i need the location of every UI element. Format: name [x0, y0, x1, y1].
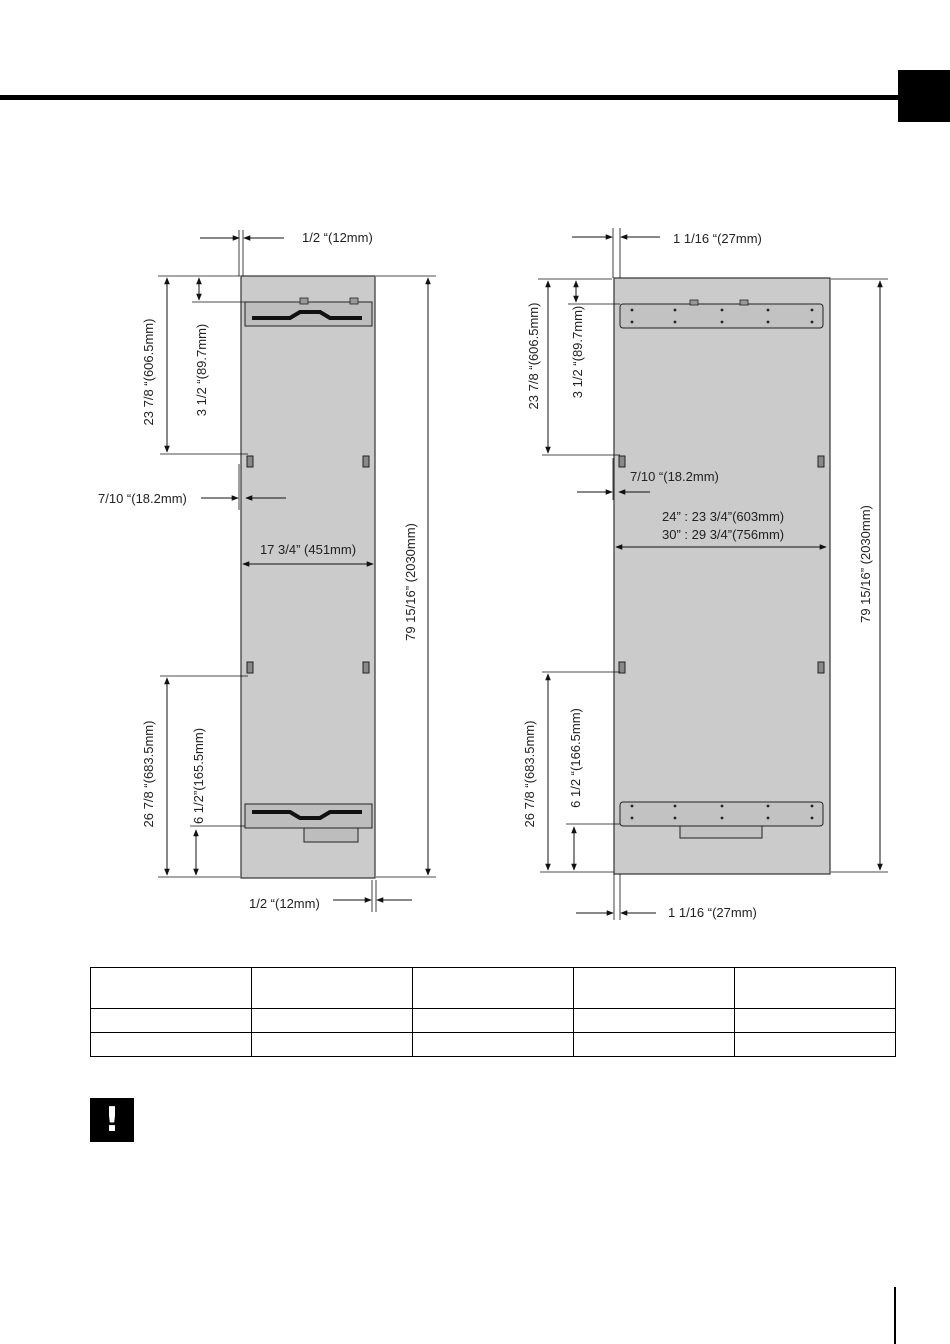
table-cell [252, 1033, 413, 1057]
left-hole [363, 456, 369, 467]
table-cell [574, 1009, 735, 1033]
table-cell [735, 1009, 896, 1033]
right-panel-figure [522, 228, 888, 920]
table-cell [735, 968, 896, 1009]
right-top-gap-label: 1 1/16 “(27mm) [673, 231, 762, 246]
table-cell [91, 1009, 252, 1033]
right-bottom-height-label: 26 7/8 “(683.5mm) [522, 720, 537, 828]
left-width-label: 17 3/4” (451mm) [259, 542, 357, 557]
left-top-gap-label: 1/2 “(12mm) [302, 230, 373, 245]
left-bottom-height-label: 26 7/8 “(683.5mm) [141, 720, 156, 828]
table-row [91, 1009, 896, 1033]
right-top-height-label: 23 7/8 “(606.5mm) [526, 302, 541, 410]
left-side-offset-label: 7/10 “(18.2mm) [98, 491, 187, 506]
right-panel [614, 278, 830, 874]
left-total-height-label: 79 15/16” (2030mm) [403, 523, 418, 641]
table-cell [574, 968, 735, 1009]
left-hole [247, 456, 253, 467]
right-width-30-label: 30” : 29 3/4”(756mm) [662, 527, 785, 542]
table-cell [252, 1009, 413, 1033]
table-cell [413, 1009, 574, 1033]
page-number-rule [894, 1287, 896, 1344]
table-cell [735, 1033, 896, 1057]
table-header-row [91, 968, 896, 1009]
right-hole [818, 662, 824, 673]
table-cell [91, 1033, 252, 1057]
right-top-bracket-label: 3 1/2 “(89.7mm) [570, 305, 585, 399]
right-bottom-bracket-label: 6 1/2 “(166.5mm) [568, 708, 583, 808]
left-top-bracket-label: 3 1/2 “(89.7mm) [194, 323, 209, 417]
right-hole [619, 456, 625, 467]
table-cell [252, 968, 413, 1009]
left-top-height-label: 23 7/8 “(606.5mm) [141, 318, 156, 426]
spec-table [90, 967, 896, 1057]
left-top-bracket [245, 298, 372, 326]
left-bottom-bracket-label: 6 1/2”(165.5mm) [191, 727, 206, 825]
exclamation-icon: ! [90, 1098, 134, 1142]
right-bottom-gap-label: 1 1/16 “(27mm) [668, 905, 757, 920]
right-side-offset-label: 7/10 “(18.2mm) [630, 469, 719, 484]
left-hole [363, 662, 369, 673]
left-panel-figure [98, 230, 436, 912]
table-cell [413, 1033, 574, 1057]
table-cell [413, 968, 574, 1009]
right-hole [619, 662, 625, 673]
table-cell [574, 1033, 735, 1057]
right-hole [818, 456, 824, 467]
left-bottom-gap-label: 1/2 “(12mm) [249, 896, 320, 911]
left-hole [247, 662, 253, 673]
left-panel [241, 276, 375, 878]
table-row [91, 1033, 896, 1057]
right-total-height-label: 79 15/16” (2030mm) [858, 505, 873, 623]
right-top-bracket [620, 300, 823, 328]
right-width-24-label: 24” : 23 3/4”(603mm) [662, 509, 785, 524]
table-cell [91, 968, 252, 1009]
